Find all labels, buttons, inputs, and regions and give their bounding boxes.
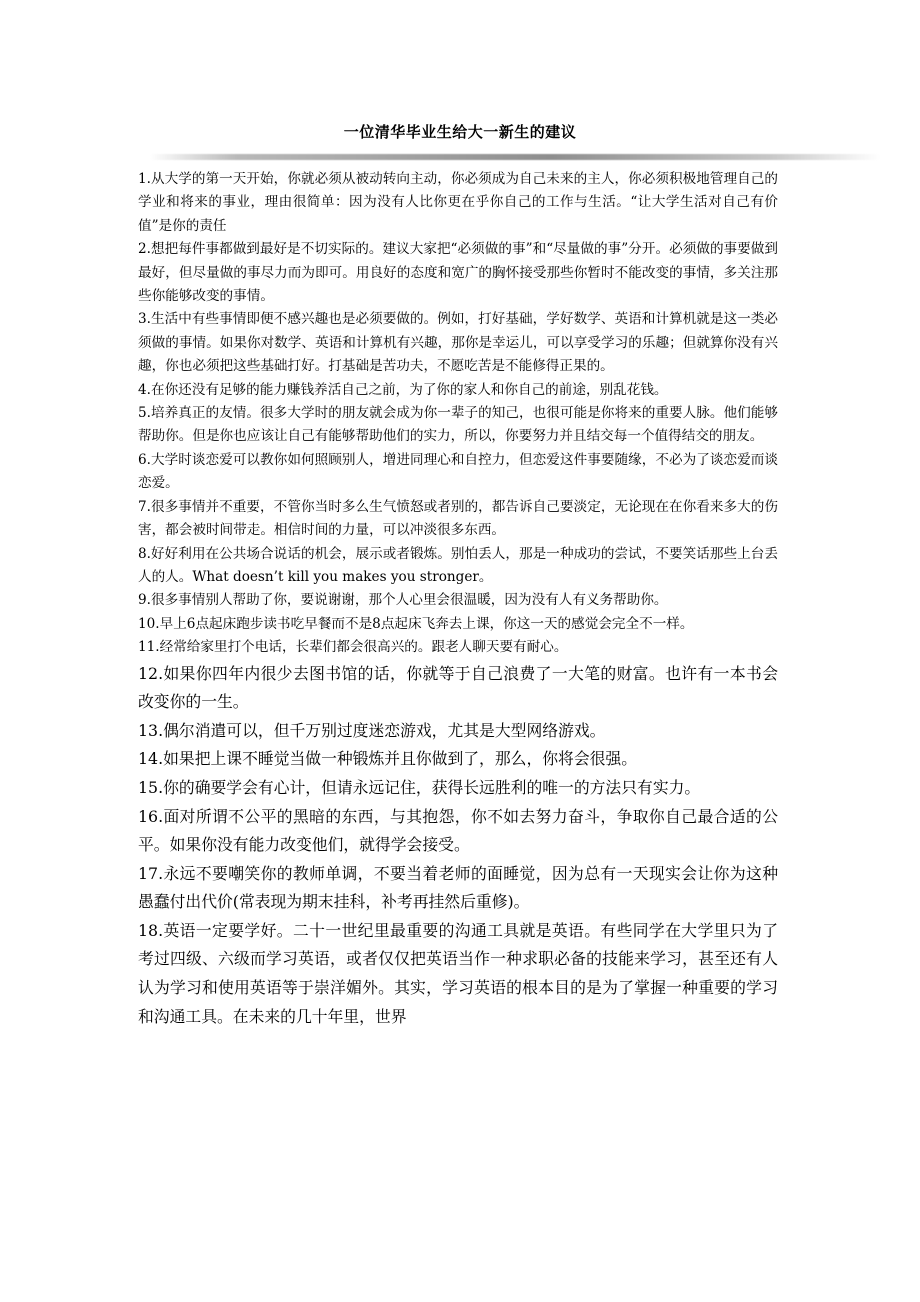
advice-item-18: 18.英语一定要学好。二十一世纪里最重要的沟通工具就是英语。有些同学在大学里只为了考过四级、六级而学习英语，或者仅仅把英语当作一种求职必备的技能来学习，甚至还有人认为学习和使用英语等于崇洋媚外。其实，学习英语的根本目的是为了掌握一种重要的学习和沟通工具。在未来的几十年里，世界 bbox=[138, 920, 778, 1026]
document-body bbox=[138, 168, 778, 1031]
advice-item-9: 9.很多事情别人帮助了你，要说谢谢，那个人心里会很温暖，因为没有人有义务帮助你。 bbox=[138, 592, 668, 609]
advice-item-11: 11.经常给家里打个电话，长辈们都会很高兴的。跟老人聊天要有耐心。 bbox=[138, 639, 568, 656]
advice-item-2: 2.想把每件事都做到最好是不切实际的。建议大家把“必须做的事”和“尽量做的事”分开。必须做的事要做到最好，但尽量做的事尽力而为即可。用良好的态度和宽广的胸怀接受那些你暂时不能改变的事情，多关注那些你能够改变的事情。 bbox=[138, 241, 778, 305]
advice-item-5: 5.培养真正的友情。很多大学时的朋友就会成为你一辈子的知己，也很可能是你将来的重要人脉。他们能够帮助你。但是你也应该让自己有能够帮助他们的实力，所以，你要努力并且结交每一个值得结交的朋友。 bbox=[138, 405, 778, 445]
advice-item-12: 12.如果你四年内很少去图书馆的话，你就等于自己浪费了一大笔的财富。也许有一本书会改变你的一生。 bbox=[138, 663, 778, 712]
document-title: 一位清华毕业生给大一新生的建议 bbox=[343, 123, 577, 141]
advice-item-15: 15.你的确要学会有心计，但请永远记住，获得长远胜利的唯一的方法只有实力。 bbox=[138, 777, 701, 797]
advice-item-4: 4.在你还没有足够的能力赚钱养活自己之前，为了你的家人和你自己的前途，别乱花钱。 bbox=[138, 381, 668, 398]
advice-item-3: 3.生活中有些事情即便不感兴趣也是必须要做的。例如，打好基础，学好数学、英语和计算机就是这一类必须做的事情。如果你对数学、英语和计算机有兴趣，那你是幸运儿，可以享受学习的乐趣；但就算你没有兴趣，你也必须把这些基础打好。打基础是苦功夫，不愿吃苦是不能修得正果的。 bbox=[138, 311, 778, 375]
advice-item-8: 8.好好利用在公共场合说话的机会，展示或者锻炼。别怕丢人，那是一种成功的尝试，不要笑话那些上台丢人的人。What doesn’t kill you makes you stronger。 bbox=[138, 545, 778, 585]
advice-item-17: 17.永远不要嘲笑你的教师单调，不要当着老师的面睡觉，因为总有一天现实会让你为这种愚蠢付出代价(常表现为期末挂科，补考再挂然后重修)。 bbox=[138, 863, 778, 912]
advice-item-1: 1.从大学的第一天开始，你就必须从被动转向主动，你必须成为自己未来的主人，你必须积极地管理自己的学业和将来的事业，理由很简单：因为没有人比你更在乎你自己的工作与生活。“让大学生活对自己有价值”是你的责任 bbox=[138, 171, 778, 234]
advice-item-16: 16.面对所谓不公平的黑暗的东西，与其抱怨，你不如去努力奋斗，争取你自己最合适的公平。如果你没有能力改变他们，就得学会接受。 bbox=[138, 806, 778, 855]
advice-item-6: 6.大学时谈恋爱可以教你如何照顾别人，增进同理心和自控力，但恋爱这件事要随缘，不必为了谈恋爱而谈恋爱。 bbox=[138, 451, 778, 492]
advice-item-14: 14.如果把上课不睡觉当做一种锻炼并且你做到了，那么，你将会很强。 bbox=[138, 749, 638, 769]
advice-item-10: 10.早上6点起床跑步读书吃早餐而不是8点起床飞奔去上课，你这一天的感觉会完全不一样。 bbox=[138, 615, 694, 632]
title-underline-rule bbox=[150, 154, 880, 160]
advice-item-7: 7.很多事情并不重要，不管你当时多么生气愤怒或者别的，都告诉自己要淡定，无论现在在你看来多大的伤害，都会被时间带走。相信时间的力量，可以冲淡很多东西。 bbox=[138, 498, 778, 539]
advice-item-13: 13.偶尔消遣可以，但千万别过度迷恋游戏，尤其是大型网络游戏。 bbox=[138, 720, 606, 740]
